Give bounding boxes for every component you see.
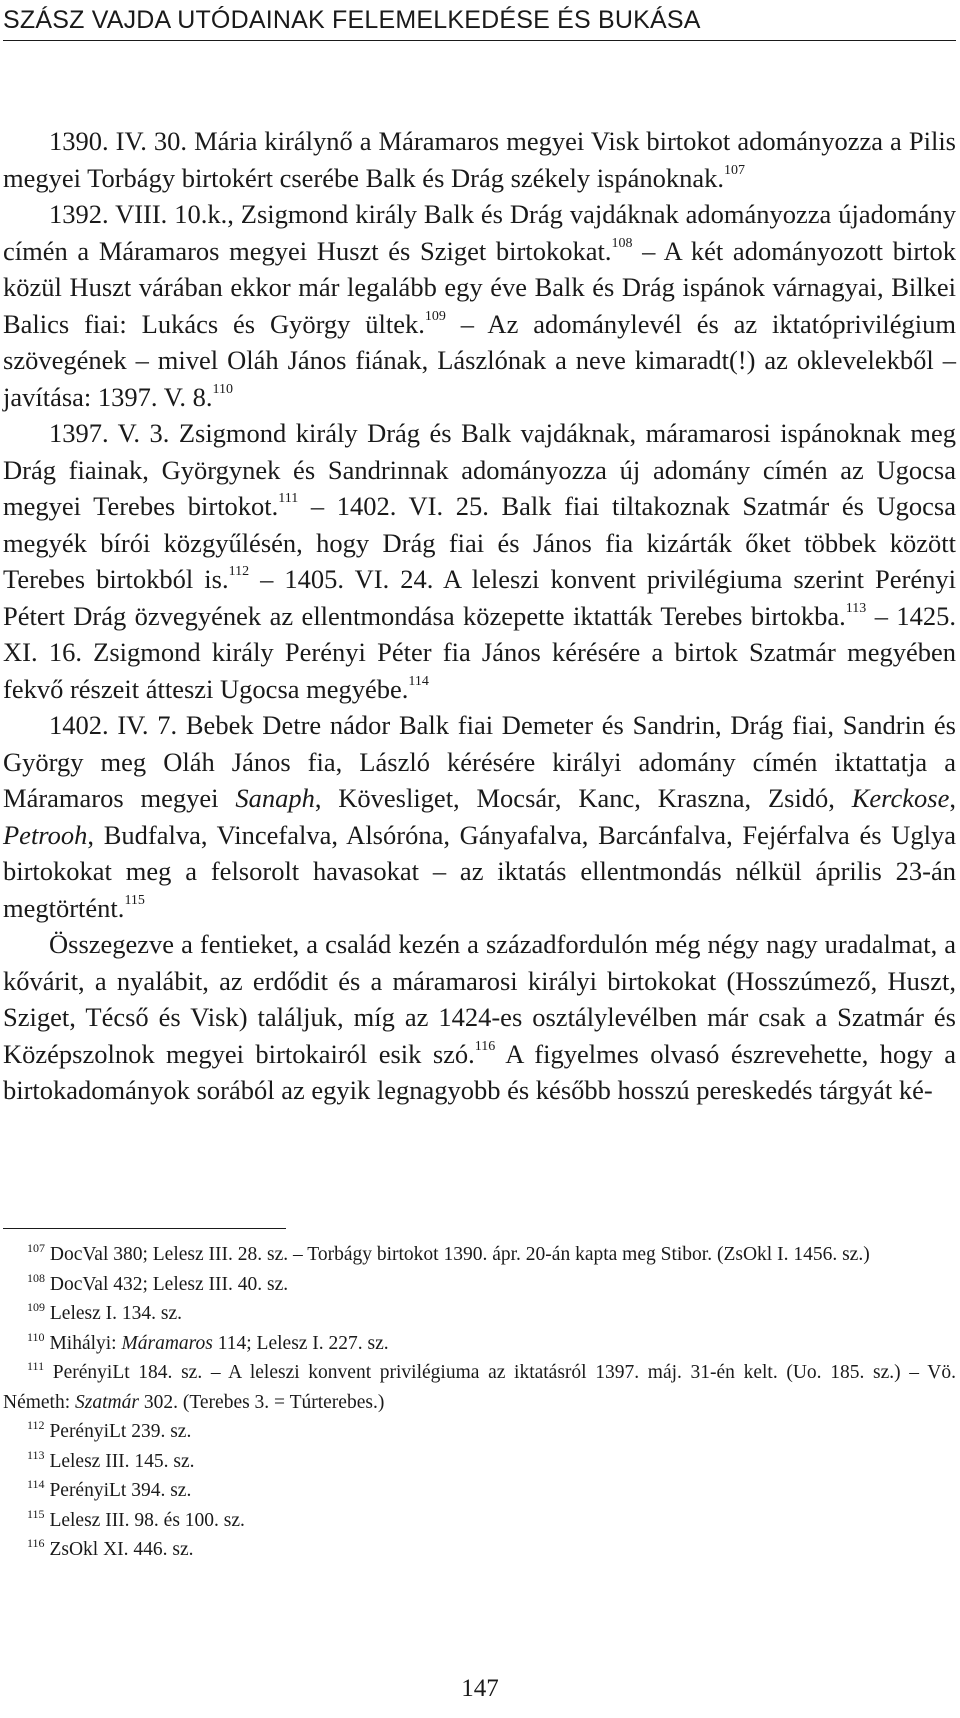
text-run: DocVal 380; Lelesz III. 28. sz. – Torbágy birtokot 1390. ápr. 20-án kapta meg Stibor. (ZsOkl I. 1456. sz.) [49,1244,870,1265]
text-run: – Az adománylevél és az iktatóprivilégium szövegének – mivel Oláh János fiának, Lászlónak a neve kimaradt(!) az oklevelekből – javítása: 1397. V. 8. [3,308,957,412]
footnote [3,1329,956,1359]
text-run: , [949,783,956,813]
footnote-number: 107 [27,1241,45,1255]
paragraph [3,707,956,926]
header-rule [3,40,956,41]
footnote [3,1506,956,1536]
footnote [3,1299,956,1329]
italic-text: Kerckose [851,783,950,813]
text-run: 1402. IV. 7. Bebek Detre nádor Balk fiai Demeter és Sandrin, Drág fiai, Sandrin és György meg Oláh János fia, László kérésére királyi adomány címén iktattatja a Máramaros megyei [3,710,956,813]
footnote-number: 115 [27,1506,45,1521]
italic-text: Petrooh [3,819,88,850]
footnote-number: 114 [27,1477,45,1491]
text-run: ZsOkl XI. 446. sz. [49,1539,194,1560]
text-run: PerényiLt 239. sz. [49,1421,192,1442]
text-run: 302. (Terebes 3. = Túrterebes.) [138,1391,385,1413]
footnote-number: 109 [27,1300,45,1314]
paragraph [3,123,956,196]
text-run: – A két adományozott birtok közül Huszt várában ekkor már legalább egy éve Balk és Drág ispánok várnagyai, Bilkei Balics fiai: Lukács és György ültek. [3,235,957,339]
text-run: 1392. VIII. 10.k., Zsigmond király Balk és Drág vajdáknak adományozza újadomány címén a Máramaros megyei Huszt és Sziget birtokokat. [3,199,956,266]
text-run: – 1402. VI. 25. Balk fiai tiltakoznak Szatmár és Ugocsa megyék bírói közgyűlésén, hogy Drág fiai és János fia kizárták őket többek között Terebes birtokból is. [3,491,956,594]
footnote-rule [3,1228,286,1229]
footnote-ref: 107 [724,162,746,178]
footnote-number: 111 [27,1359,45,1373]
text-run: 114; Lelesz I. 227. sz. [212,1332,389,1354]
footnote-ref: 109 [424,308,446,324]
footnote [3,1240,956,1270]
text-run: Összegezve a fentieket, a család kezén a századfordulón még négy nagy uradalmat, a kővárit, a nyalábit, az erdődit és a máramarosi királyi birtokokat (Hosszúmező, Huszt, Sziget, Técső és Visk) találjuk, míg az 1424-es osztálylevélben már csak a Szatmár és Középszolnok megyei birtokairól esik szó. [3,929,956,1069]
running-header: SZÁSZ VAJDA UTÓDAINAK FELEMELKEDÉSE ÉS BUKÁSA [3,6,701,34]
footnote-ref: 114 [408,673,429,689]
text-run: Lelesz I. 134. sz. [49,1303,182,1324]
text-run: – 1405. VI. 24. A leleszi konvent privilégiuma szerint Perényi Pétert Drág özvegyének az ellentmondása közepette iktatták Terebes birtokba. [3,564,956,631]
footnote-number: 108 [27,1270,45,1285]
paragraph [3,415,956,707]
footnote-ref: 111 [278,491,299,506]
footnote [3,1270,956,1300]
text-run: , Kövesliget, Mocsár, Kanc, Kraszna, Zsidó, [314,783,852,813]
footnote [3,1417,956,1447]
text-run: Lelesz III. 98. és 100. sz. [49,1509,245,1531]
footnote-ref: 115 [124,892,145,908]
footnote-number: 110 [27,1329,45,1344]
footnote [3,1447,956,1477]
footnote-number: 116 [27,1536,45,1550]
footnote-number: 112 [27,1418,45,1432]
page-number: 147 [461,1675,499,1702]
text-run: Mihályi: [49,1332,122,1354]
footnote-ref: 108 [611,235,633,251]
footnote [3,1358,956,1417]
footnote [3,1476,956,1506]
main-text [3,123,956,1109]
text-run: 1397. V. 3. Zsigmond király Drág és Balk vajdáknak, máramarosi ispánoknak meg Drág fiainak, Györgynek és Sandrinnak adományozza új adomány címén az Ugocsa megyei Terebes birtokot. [3,418,956,521]
paragraph [3,926,956,1109]
paragraph [3,196,956,415]
text-run: PerényiLt 394. sz. [49,1480,192,1501]
footnote-number: 113 [27,1447,45,1462]
text-run: DocVal 432; Lelesz III. 40. sz. [49,1273,289,1295]
text-run: , Budfalva, Vincefalva, Alsóróna, Gányafalva, Barcánfalva, Fejérfalva és Uglya birtokokat meg a felsorolt havasokat – az iktatás ellentmondás nélkül április 23-án megtörtént. [3,819,956,923]
footnote-ref: 110 [212,381,234,397]
footnote-ref: 116 [474,1038,496,1054]
text-run: – 1425. XI. 16. Zsigmond király Perényi Péter fia János kérésére a birtok Szatmár megyében fekvő részeit átteszi Ugocsa megyébe. [3,600,957,704]
footnote-ref: 113 [845,600,867,616]
text-run: PerényiLt 184. sz. – A leleszi konvent privilégiuma az iktatásról 1397. máj. 31-én kelt. (Uo. 185. sz.) – Vö. Németh: [3,1362,957,1413]
italic-text: Szatmár [75,1391,139,1413]
footnotes [3,1240,956,1565]
text-run: 1390. IV. 30. Mária királynő a Máramaros megyei Visk birtokot adományozza a Pilis megyei Torbágy birtokért cserébe Balk és Drág székely ispánoknak. [3,126,956,193]
italic-text: Sanaph [235,783,315,813]
footnote-ref: 112 [228,564,250,579]
text-run: A figyelmes olvasó észrevehette, hogy a birtokadományok sorából az egyik legnagyobb és később hosszú pereskedés tárgyát ké- [3,1038,956,1105]
footnote [3,1535,956,1565]
italic-text: Máramaros [121,1332,213,1354]
text-run: Lelesz III. 145. sz. [49,1450,195,1472]
